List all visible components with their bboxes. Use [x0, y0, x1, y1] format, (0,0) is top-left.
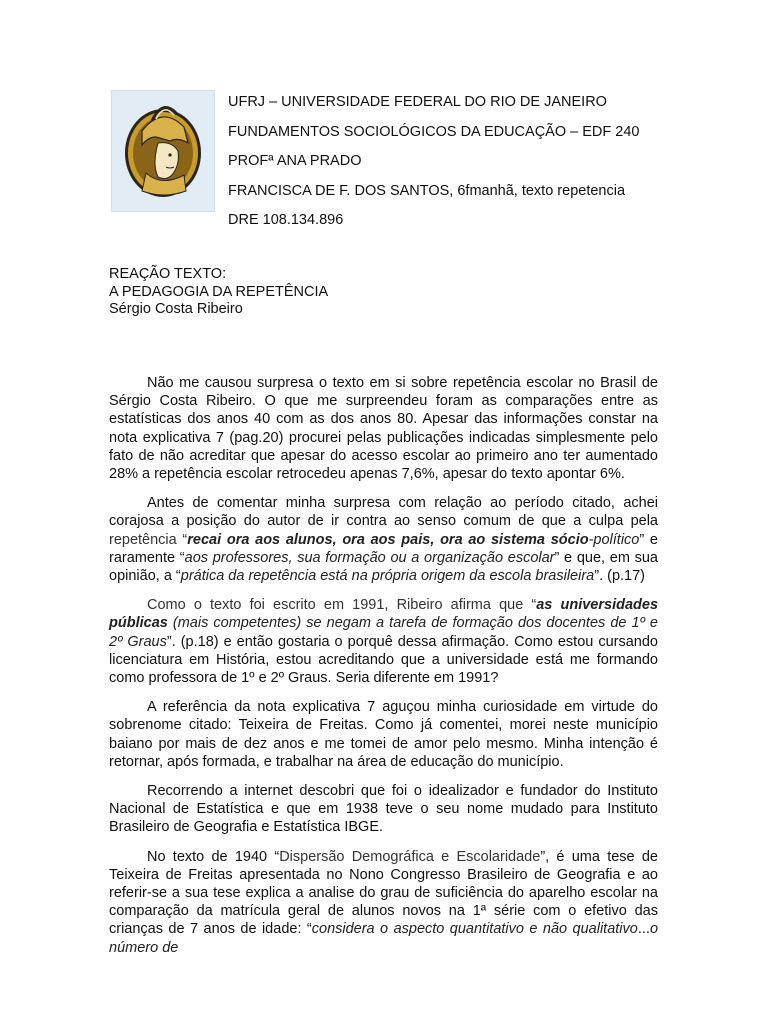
paragraph-3	[109, 596, 658, 687]
professor-line: PROFª ANA PRADO	[228, 153, 362, 169]
reaction-author: Sérgio Costa Ribeiro	[109, 301, 243, 317]
p2-quote-bold: recai ora aos alunos, ora aos pais, ora ao sistema sócio	[187, 531, 589, 548]
p2-quote-italic-3: prática da repetência está na própria origem da escola brasileira	[180, 568, 595, 585]
reaction-label: REAÇÃO TEXTO:	[109, 266, 227, 282]
p2-quote-open: repetência “	[109, 531, 188, 548]
p2-text-2: ” e raramente “	[109, 531, 658, 566]
p3-quote-italic: (mais competentes) se negam a tarefa de formação dos docentes de 1º e 2º Graus	[109, 615, 658, 650]
p2-quote-italic: -político	[588, 531, 640, 548]
p6-ellipsis: ...	[637, 921, 650, 938]
p6-text: No texto de 1940 “	[147, 848, 280, 865]
paragraph-2	[109, 494, 658, 585]
p6-quote-italic-2: o número de	[109, 921, 659, 956]
p6-title: Dispersão Demográfica e Escolaridade	[279, 848, 541, 865]
p2-text-3: ” e que, em sua opinião, a “	[109, 549, 658, 585]
p2-quote-italic-2: aos professores, sua formação ou a organização escolar	[184, 549, 555, 566]
course-line: FUNDAMENTOS SOCIOLÓGICOS DA EDUCAÇÃO – EDF 240	[228, 123, 640, 140]
reaction-title: A PEDAGOGIA DA REPETÊNCIA	[109, 283, 329, 300]
ufrj-logo	[111, 90, 215, 212]
paragraph-1: Não me causou surpresa o texto em si sobre repetência escolar no Brasil de Sérgio Costa Ribeiro. O que me surpreendeu foram as comparações entre as estatísticas dos anos 40 com as dos anos 80. Apesar das informações constar na nota explicativa 7 (pag.20) procurei pelas publicações indicadas simplesmente pelo fato de não acreditar que apesar do acesso escolar ao primeiro ano ter aumentado 28% a repetência escolar retrocedeu apenas 7,6%, apesar do texto apontar 6%.	[109, 375, 658, 483]
document-body	[109, 374, 658, 968]
p2-text: Antes de comentar minha surpresa com relação ao período citado, achei corajosa a posição do autor de ir contra ao senso comum de que a culpa pela	[109, 495, 658, 530]
document-header	[228, 88, 748, 236]
p2-citation: ”. (p.17)	[594, 568, 645, 585]
paragraph-5: Recorrendo a internet descobri que foi o idealizador e fundador do Instituto Nacional de Estatística e que em 1938 teve o seu nome mudado para Instituto Brasileiro de Geografia e Estatística IBGE.	[109, 783, 658, 836]
p6-text-2: ”, é uma tese de Teixeira de Freitas apresentada no Nono Congresso Brasileiro de Geografia e ao referir-se a sua tese explica a analise do grau de suficiência do aparelho escolar na comparação da matrícula geral de alunos novos na 1ª série com o efetivo das crianças de 7 anos de idade: “	[109, 848, 658, 938]
dre-line: DRE 108.134.896	[228, 212, 344, 228]
university-line: UFRJ – UNIVERSIDADE FEDERAL DO RIO DE JANEIRO	[228, 94, 607, 110]
student-line: FRANCISCA DE F. DOS SANTOS, 6fmanhã, texto repetencia	[228, 182, 626, 199]
p3-text: Como o texto foi escrito em 1991, Ribeiro afirma que “	[147, 597, 537, 614]
minerva-seal-icon	[112, 91, 214, 211]
paragraph-4: A referência da nota explicativa 7 aguçou minha curiosidade em virtude do sobrenome citado: Teixeira de Freitas. Como já comentei, morei neste município baiano por mais de dez anos e me tomei de amor pelo mesmo. Minha intenção é retornar, após formada, e trabalhar na área de educação do município.	[109, 699, 658, 770]
p3-quote-bold: as universidades públicas	[109, 597, 659, 632]
p3-text-2: ”. (p.18) e então gostaria o porquê dessa afirmação. Como estou cursando licenciatura em História, estou acreditando que a universidade está me formando como professora de 1º e 2º Graus. Seria diferente em 1991?	[109, 633, 658, 687]
reaction-block	[109, 266, 709, 319]
paragraph-6	[109, 848, 658, 957]
p6-quote-italic: considera o aspecto quantitativo e não qualitativo	[311, 921, 638, 938]
